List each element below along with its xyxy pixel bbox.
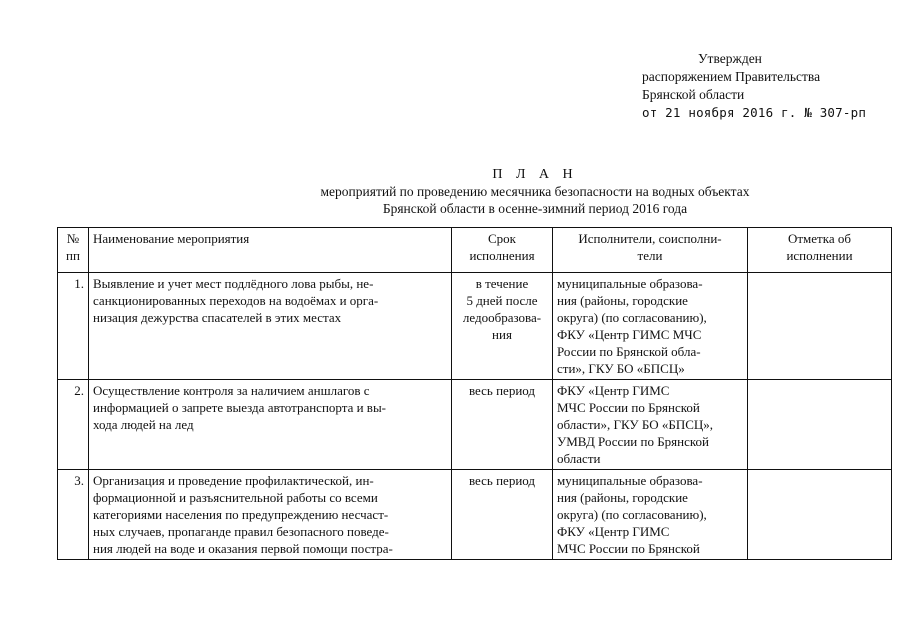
header-mark: Отметка об исполнении: [748, 228, 892, 273]
row-mark: [748, 380, 892, 470]
table-row: [58, 470, 892, 560]
approval-block: [642, 50, 866, 122]
row-term: весь период: [452, 470, 553, 560]
row-term: весь период: [452, 380, 553, 470]
approval-date-line: от 21 ноября 2016 г. № 307-рп: [642, 105, 867, 120]
row-name: Осуществление контроля за наличием аншлагов с информацией о запрете выезда автотранспорта и вы- хода людей на лед: [89, 380, 452, 470]
header-term: Срок исполнения: [452, 228, 553, 273]
row-num: 2.: [58, 380, 89, 470]
document-title: [0, 166, 905, 217]
plan-table: [57, 227, 892, 560]
row-executors: муниципальные образова- ния (районы, городские округа) (по согласованию), ФКУ «Центр ГИМС МЧС России по Брянской: [553, 470, 748, 560]
row-name: Выявление и учет мест подлёдного лова рыбы, не- санкционированных переходов на водоёмах и орга- низация дежурства спасателей в этих местах: [89, 273, 452, 380]
row-executors: ФКУ «Центр ГИМС МЧС России по Брянской области», ГКУ БО «БПСЦ», УМВД России по Брянской области: [553, 380, 748, 470]
approval-line-region: Брянской области: [642, 87, 745, 102]
row-name: Организация и проведение профилактической, ин- формационной и разъяснительной работы со всеми категориями населения по предупреждению несчаст- ных случаев, пропаганде правил безопасного поведе- ния людей на воде и оказания первой помощи постра-: [89, 470, 452, 560]
plan-subtitle-line2: Брянской области в осенне-зимний период 2016 года: [382, 201, 688, 216]
table-header-row: [58, 228, 892, 273]
header-executors: Исполнители, соисполни- тели: [553, 228, 748, 273]
row-mark: [748, 273, 892, 380]
row-term: в течение 5 дней после ледообразова- ния: [452, 273, 553, 380]
table-row: [58, 273, 892, 380]
plan-subtitle-line1: мероприятий по проведению месячника безопасности на водных объектах: [320, 184, 750, 199]
row-mark: [748, 470, 892, 560]
plan-heading: П Л А Н: [492, 167, 578, 182]
table-row: [58, 380, 892, 470]
row-executors: муниципальные образова- ния (районы, городские округа) (по согласованию), ФКУ «Центр ГИМС МЧС России по Брянской обла- сти», ГКУ БО «БПСЦ»: [553, 273, 748, 380]
approval-line-order: распоряжением Правительства: [642, 69, 821, 84]
row-num: 1.: [58, 273, 89, 380]
approval-line-approved: Утвержден: [698, 51, 762, 66]
row-num: 3.: [58, 470, 89, 560]
header-name: Наименование мероприятия: [89, 228, 452, 273]
header-num: № пп: [58, 228, 89, 273]
